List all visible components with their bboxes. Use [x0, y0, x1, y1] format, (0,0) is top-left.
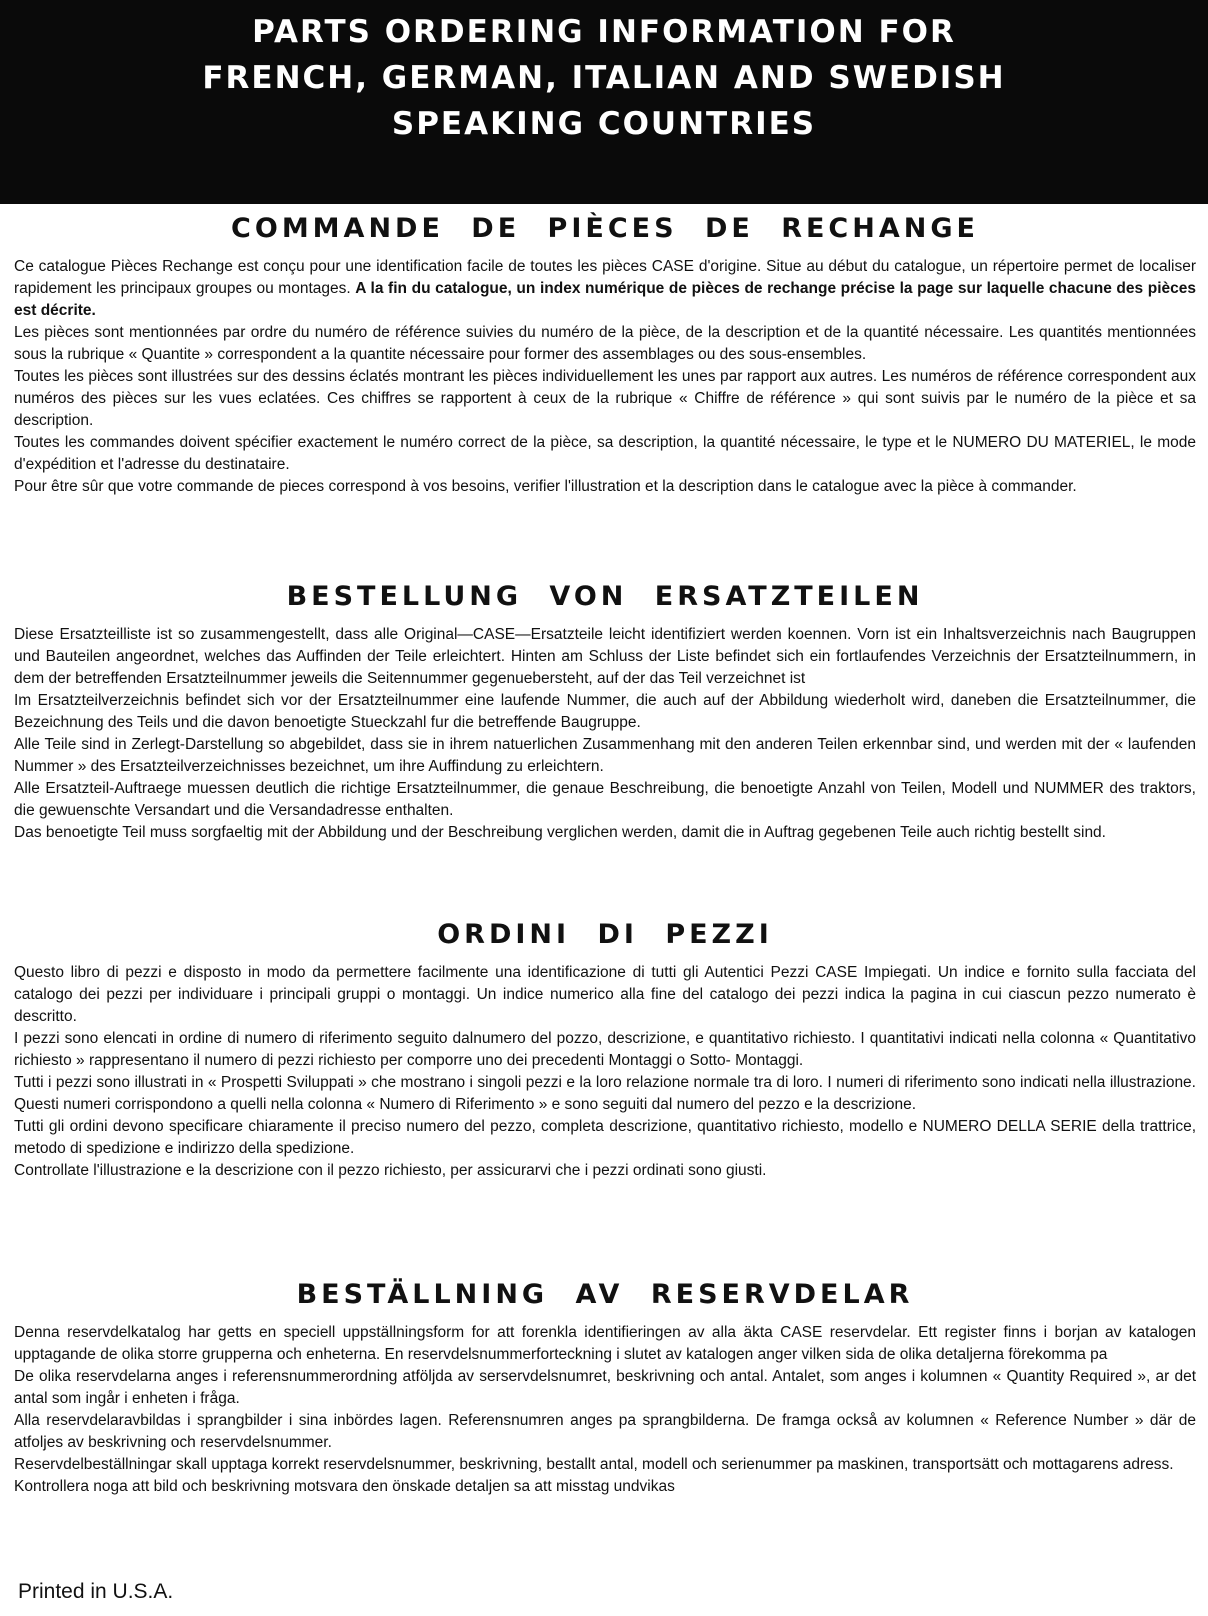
paragraph: Tutti i pezzi sono illustrati in « Prospetti Sviluppati » che mostrano i singoli pezzi e la loro relazione normale tra di loro. I numeri di riferimento sono indicati nella illustrazione. Questi numeri corrispondono a quelli nella colonna « Numero di Riferimento » e sono seguiti dal numero del pezzo e la descrizione. [14, 1074, 1196, 1113]
paragraph-bold-text: A la fin du catalogue, un index numérique de pièces de rechange précise la page sur laquelle chacune des pièces est décrite. [14, 280, 1196, 319]
paragraph: Denna reservdelkatalog har getts en speciell uppställningsform for att forenkla identifieringen av alla äkta CASE reservdelar. Ett register finns i borjan av katalogen upptagande de olika storre grupperna och enheterna. En reservdelsnummerforteckning i slutet av katalogen anger vilken sida de olika detaljerna förekomma pa [14, 1324, 1196, 1363]
section-german [14, 580, 1196, 844]
paragraph: Alle Ersatzteil-Auftraege muessen deutlich die richtige Ersatzteilnummer, die genaue Beschreibung, die benoetigte Anzahl von Teilen, Modell und NUMMER des traktors, die gewuenschte Versandart und die Versandadresse enthalten. [14, 780, 1196, 819]
section-heading-french: COMMANDE DE PIÈCES DE RECHANGE [231, 213, 979, 244]
paragraph: I pezzi sono elencati in ordine di numero di riferimento seguito dalnumero del pozzo, descrizione, e quantitativo richiesto. I quantitativi indicati nella colonna « Quantitativo richiesto » rappresentano il numero di pezzi richiesto per comporre uno dei precedenti Montaggi o Sotto- Montaggi. [14, 1030, 1196, 1069]
paragraph: Toutes les commandes doivent spécifier exactement le numéro correct de la pièce, sa description, la quantité nécessaire, le type et le NUMERO DU MATERIEL, le mode d'expédition et l'adresse du destinataire. [14, 434, 1196, 473]
section-heading-italian: ORDINI DI PEZZI [437, 919, 773, 950]
paragraph: Kontrollera noga att bild och beskrivning motsvara den önskade detaljen sa att misstag undvikas [14, 1478, 675, 1495]
section-italian [14, 918, 1196, 1182]
section-heading-german: BESTELLUNG VON ERSATZTEILEN [286, 581, 924, 612]
paragraph: Tutti gli ordini devono specificare chiaramente il preciso numero del pezzo, completa descrizione, quantitativo richiesto, modello e NUMERO DELLA SERIE della trattrice, metodo di spedizione e indirizzo della spedizione. [14, 1118, 1196, 1157]
section-swedish [14, 1278, 1196, 1498]
paragraph-text: Ce catalogue Pièces Rechange est conçu pour une identification facile de toutes les pièces CASE d'origine. Situe au début du catalogue, un répertoire permet de localiser rapidement les principaux groupes ou montages. [14, 258, 1196, 297]
banner-title-line-3: SPEAKING COUNTRIES [391, 106, 817, 142]
paragraph: Les pièces sont mentionnées par ordre du numéro de référence suivies du numéro de la pièce, de la description et de la quantité nécessaire. Les quantités mentionnées sous la rubrique « Quantite » correspondent a la quantite nécessaire pour former des assemblages ou des sous-ensembles. [14, 324, 1196, 363]
paragraph: Alle Teile sind in Zerlegt-Darstellung so abgebildet, dass sie in ihrem natuerlichen Zusammenhang mit den anderen Teilen erkennbar sind, und werden mit der « laufenden Nummer » des Ersatzteilverzeichnisses bezeichnet, um ihre Auffindung zu erleichtern. [14, 736, 1196, 775]
section-french [14, 212, 1196, 498]
banner-title-line-2: FRENCH, GERMAN, ITALIAN AND SWEDISH [202, 60, 1006, 96]
printed-in-usa-note: Printed in U.S.A. [18, 1580, 174, 1603]
paragraph: Pour être sûr que votre commande de pieces correspond à vos besoins, verifier l'illustration et la description dans le catalogue avec la pièce à commander. [14, 478, 1077, 495]
paragraph: Reservdelbeställningar skall upptaga korrekt reservdelsnummer, beskrivning, bestallt antal, modell och serienummer pa maskinen, transportsätt och mottagarens adress. [14, 1456, 1174, 1473]
paragraph: Questo libro di pezzi e disposto in modo da permettere facilmente una identificazione di tutti gli Autentici Pezzi CASE Impiegati. Un indice e fornito sulla facciata del catalogo dei pezzi per individuare i principali gruppi o montaggi. Un indice numerico alla fine del catalogo dei pezzi indica la pagina in cui ciascun pezzo numerato è descritto. [14, 964, 1196, 1025]
paragraph: Im Ersatzteilverzeichnis befindet sich vor der Ersatzteilnummer eine laufende Nummer, die auch auf der Abbildung wiederholt wird, daneben die Ersatzteilnummer, die Bezeichnung des Teils und die davon benoetigte Stueckzahl fur die betreffende Baugruppe. [14, 692, 1196, 731]
paragraph: Das benoetigte Teil muss sorgfaeltig mit der Abbildung und der Beschreibung verglichen werden, damit die in Auftrag gegebenen Teile auch richtig bestellt sind. [14, 824, 1106, 841]
header-banner [0, 0, 1208, 204]
paragraph: Alla reservdelaravbildas i sprangbilder i sina inbördes lagen. Referensnumren anges pa sprangbilderna. De framga också av kolumnen « Reference Number » där de atfoljes av beskrivning och reservdelsnummer. [14, 1412, 1196, 1451]
paragraph: Diese Ersatzteilliste ist so zusammengestellt, dass alle Original—CASE—Ersatzteile leicht identifiziert werden koennen. Vorn ist ein Inhaltsverzeichnis nach Baugruppen und Bauteilen angeordnet, welches das Auffinden der Teile erleichtert. Hinten am Schluss der Liste befindet sich ein fortlaufendes Verzeichnis der Ersatzteilnummern, in dem der betreffenden Ersatzteilnummer jeweils die Seitennummer gegenuebersteht, auf der das Teil verzeichnet ist [14, 626, 1196, 687]
paragraph: De olika reservdelarna anges i referensnummerordning atföljda av serservdelsnumret, beskrivning och antal. Antalet, som anges i kolumnen « Quantity Required », ar det antal som ingår i enheten i fråga. [14, 1368, 1196, 1407]
paragraph: Controllate l'illustrazione e la descrizione con il pezzo richiesto, per assicurarvi che i pezzi ordinati sono giusti. [14, 1162, 767, 1179]
paragraph: Toutes les pièces sont illustrées sur des dessins éclatés montrant les pièces individuellement les unes par rapport aux autres. Les numéros de référence correspondent aux numéros des pièces sur les vues eclatées. Ces chiffres se rapportent à ceux de la rubrique « Chiffre de référence » qui sont suivis par le numéro de la pièce et sa description. [14, 368, 1196, 429]
banner-title-line-1: PARTS ORDERING INFORMATION FOR [252, 14, 956, 50]
paragraph [14, 256, 1196, 322]
section-heading-swedish: BESTÄLLNING AV RESERVDELAR [296, 1279, 914, 1310]
